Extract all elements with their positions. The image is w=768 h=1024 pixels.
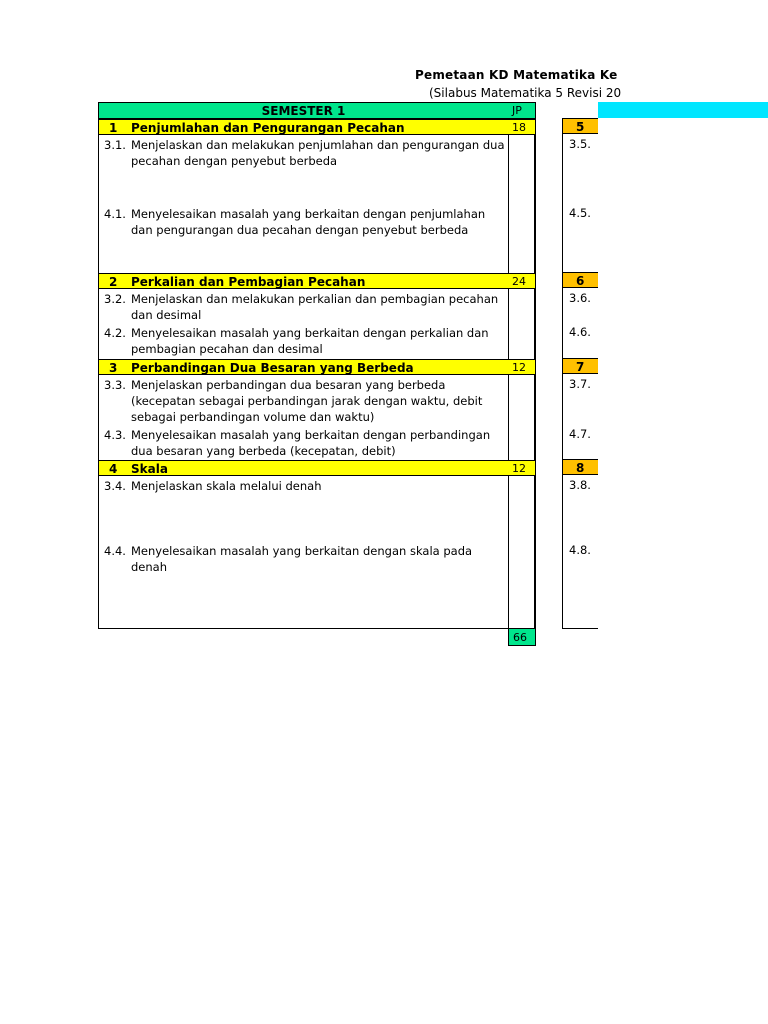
s2-unit-number: 6 [576, 274, 585, 288]
s2-code: 3.5. [569, 137, 591, 151]
competency-text: Menyelesaikan masalah yang berkaitan dengan perbandingan dua besaran yang berbeda (kecepatan, debit) [131, 428, 491, 458]
page-subtitle: (Silabus Matematika 5 Revisi 20 [429, 86, 622, 100]
s2-unit-number: 5 [576, 120, 585, 134]
s2-code: 4.8. [569, 543, 591, 557]
unit-number: 2 [109, 275, 118, 289]
competency-code: 4.2. [104, 326, 126, 340]
competency-code: 3.3. [104, 378, 126, 392]
competency-code: 3.4. [104, 479, 126, 493]
total-jp: 66 [508, 629, 536, 646]
s2-code: 4.5. [569, 206, 591, 220]
unit-jp: 12 [508, 460, 535, 476]
competency-code: 3.2. [104, 292, 126, 306]
s2-unit-row [563, 358, 598, 374]
s2-code: 3.8. [569, 478, 591, 492]
competency-text: Menyelesaikan masalah yang berkaitan dengan skala pada denah [131, 544, 473, 574]
competency-text: Menjelaskan dan melakukan penjumlahan dan pengurangan dua pecahan dengan penyebut berbeda [131, 138, 505, 168]
competency-text: Menjelaskan perbandingan dua besaran yang berbeda (kecepatan sebagai perbandingan jarak dengan waktu, debit sebagai perbandingan volume dan waktu) [131, 378, 483, 424]
competency-text: Menjelaskan dan melakukan perkalian dan pembagian pecahan dan desimal [131, 292, 499, 322]
unit-row [99, 359, 508, 375]
unit-jp: 18 [508, 119, 535, 135]
semester1-table [98, 102, 536, 629]
unit-title: Skala [131, 462, 168, 476]
unit-number: 3 [109, 361, 118, 375]
s2-unit-row [563, 272, 598, 288]
semester1-header: SEMESTER 1 [99, 103, 508, 119]
unit-row [99, 119, 508, 135]
unit-number: 4 [109, 462, 118, 476]
s2-unit-row [563, 459, 598, 475]
s2-code: 4.7. [569, 427, 591, 441]
semester2-header-bar [598, 102, 768, 118]
competency-code: 4.1. [104, 207, 126, 221]
competency-code: 3.1. [104, 138, 126, 152]
competency-text: Menyelesaikan masalah yang berkaitan dengan perkalian dan pembagian pecahan dan desimal [131, 326, 489, 356]
competency-text: Menjelaskan skala melalui denah [131, 479, 322, 493]
jp-header: JP [508, 103, 535, 119]
unit-row [99, 273, 508, 289]
s2-unit-row [563, 118, 598, 134]
unit-jp: 12 [508, 359, 535, 375]
semester2-table [562, 118, 598, 629]
s2-code: 3.6. [569, 291, 591, 305]
s2-unit-number: 7 [576, 360, 585, 374]
competency-text: Menyelesaikan masalah yang berkaitan dengan penjumlahan dan pengurangan dua pecahan dengan penyebut berbeda [131, 207, 486, 237]
unit-title: Penjumlahan dan Pengurangan Pecahan [131, 121, 405, 135]
page-title: Pemetaan KD Matematika Ke [415, 68, 618, 82]
unit-title: Perkalian dan Pembagian Pecahan [131, 275, 366, 289]
unit-number: 1 [109, 121, 118, 135]
competency-code: 4.4. [104, 544, 126, 558]
unit-title: Perbandingan Dua Besaran yang Berbeda [131, 361, 414, 375]
s2-code: 4.6. [569, 325, 591, 339]
unit-row [99, 460, 508, 476]
s2-unit-number: 8 [576, 461, 585, 475]
s2-code: 3.7. [569, 377, 591, 391]
unit-jp: 24 [508, 273, 535, 289]
competency-code: 4.3. [104, 428, 126, 442]
